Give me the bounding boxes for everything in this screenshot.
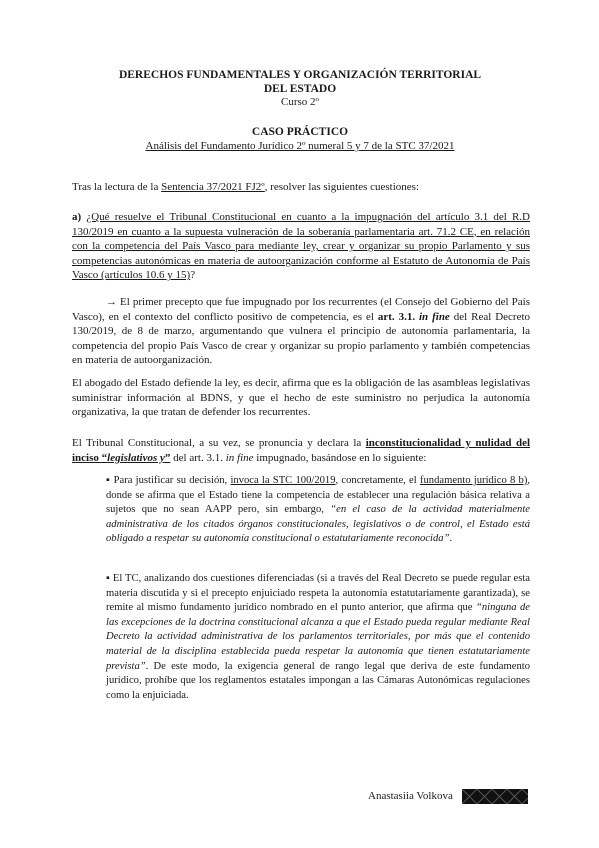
p1-bold: art. 3.1. (377, 310, 416, 323)
b2-text-b: . De este modo, la exigencia general de rango legal que deriva de este fundamento jurídico, prohíbe que los reglamentos estatales impongan a las Cámaras Autonómicas regulaciones como la enjuiciada. (106, 660, 530, 701)
paragraph-3 (72, 436, 530, 465)
p3-text-a: El Tribunal Constitucional, a su vez, se pronuncia y declara la (72, 437, 366, 449)
bullet-1 (106, 474, 530, 547)
p3-bold-end: ” (164, 451, 171, 464)
p3-bold-italic: legislativos y (107, 451, 165, 464)
intro-text-after: , resolver las siguientes cuestiones: (264, 181, 419, 193)
case-subtitle: Análisis del Fundamento Jurídico 2º numeral 5 y 7 de la STC 37/2021 (145, 140, 455, 152)
stc-100-2019-link[interactable]: invoca la STC 100/2019 (230, 475, 336, 486)
b2-text-a: El TC, analizando dos cuestiones diferenciadas (si a través del Real Decreto se puede regular esta materia discutida y si el precepto enjuiciado respeta la autonomía estatutariamente garantizada), se remite al mismo fundamento jurídico nombrado en el punto anterior, que afirma que (106, 573, 530, 614)
question-a (72, 210, 530, 283)
course-label: Curso 2º (281, 96, 319, 108)
document-title (60, 68, 540, 96)
paragraph-2: El abogado del Estado defiende la ley, es decir, afirma que es la obligación de las asambleas legislativas suministrar información al BDNS, y que el hecho de este suministro no perjudica la autonomía organizativa, la que tratan de defender los recurrentes. (72, 377, 530, 419)
question-text: ¿Qué resuelve el Tribunal Constitucional en cuanto a la impugnación del artículo 3.1 del R.D 130/2019 en cuanto a la supuesta vulneración de la soberanía parlamentaria art. 71.2 CE, en relación con la competencia del País Vasco para mediante ley, crear y organizar su propio Parlamento y sus competencias autonómicas en materia de autoorganización conforme al Estatuto de Autonomía de País Vasco (artículos 10.6 y 15) (72, 211, 531, 282)
bullet-icon: ▪ (106, 475, 111, 486)
fundamento-link[interactable]: fundamento jurídico 8 b) (419, 475, 528, 486)
case-title: CASO PRÁCTICO (251, 126, 349, 138)
question-label: a) (72, 211, 82, 223)
b1-quote: “en el caso de la actividad materialmente administrativa de los citados órganos constitucionales, legislativos o de control, el Estado está obligado a respetar su autonomía constitucional o estatutariamente reconocida” (106, 504, 530, 545)
b2-quote: “ninguna de las excepciones de la doctrina constitucional alcanza a que el Estado pueda regular mediante Real Decreto la actividad administrativa de los parlamentos territoriales, por más que el contenido material de la disciplina establecida pueda respetar la autonomía que tienen estatutariamente prevista” (106, 602, 531, 672)
b1-text-b: , concretamente, el (335, 475, 420, 486)
paragraph-1 (72, 295, 530, 368)
p3-italic: in fine (225, 451, 254, 464)
signature-name: Anastasiia Volkova (368, 790, 453, 802)
p1-bold-italic: in fine (415, 310, 450, 323)
b1-text-a: Para justificar su decisión, (110, 475, 231, 486)
question-end: ? (190, 269, 196, 282)
b1-text-c: , donde se afirma que el Estado tiene la competencia de establecer una regulación básica relativa a sujetos que no sean AAPP pero, sin embargo, (106, 475, 531, 516)
p1-text-a: El primer precepto que fue impugnado por los recurrentes (el Consejo del Gobierno del País Vasco), en el contexto del conflicto positivo de competencia, es el (72, 296, 530, 323)
p3-bold-underline: inconstitucionalidad y nulidad del inciso “ (72, 437, 531, 464)
redaction-block (462, 789, 528, 804)
intro-paragraph (72, 180, 530, 195)
bullet-icon: ▪ (106, 573, 111, 584)
b1-end: . (449, 533, 453, 545)
sentencia-link[interactable]: Sentencia 37/2021 FJ2º (161, 181, 265, 193)
bullet-2 (106, 572, 530, 703)
arrow-icon: → (106, 296, 117, 308)
p1-text-b: del Real Decreto 130/2019, de 8 de marzo, argumentando que vulnera el principio de autonomía parlamentaria, la competencia del propio País Vasco de crear y organizar su propio parlamento y también competencias en materia de autoorganización. (72, 310, 531, 367)
title-line-2: DEL ESTADO (263, 83, 337, 95)
redaction-pattern-icon (462, 789, 528, 804)
p3-text-c: impugnado, basándose en lo siguiente: (253, 451, 427, 464)
p3-text-b: del art. 3.1. (170, 451, 226, 464)
intro-text-before: Tras la lectura de la (72, 181, 162, 193)
title-line-1: DERECHOS FUNDAMENTALES Y ORGANIZACIÓN TERRITORIAL (118, 69, 482, 81)
